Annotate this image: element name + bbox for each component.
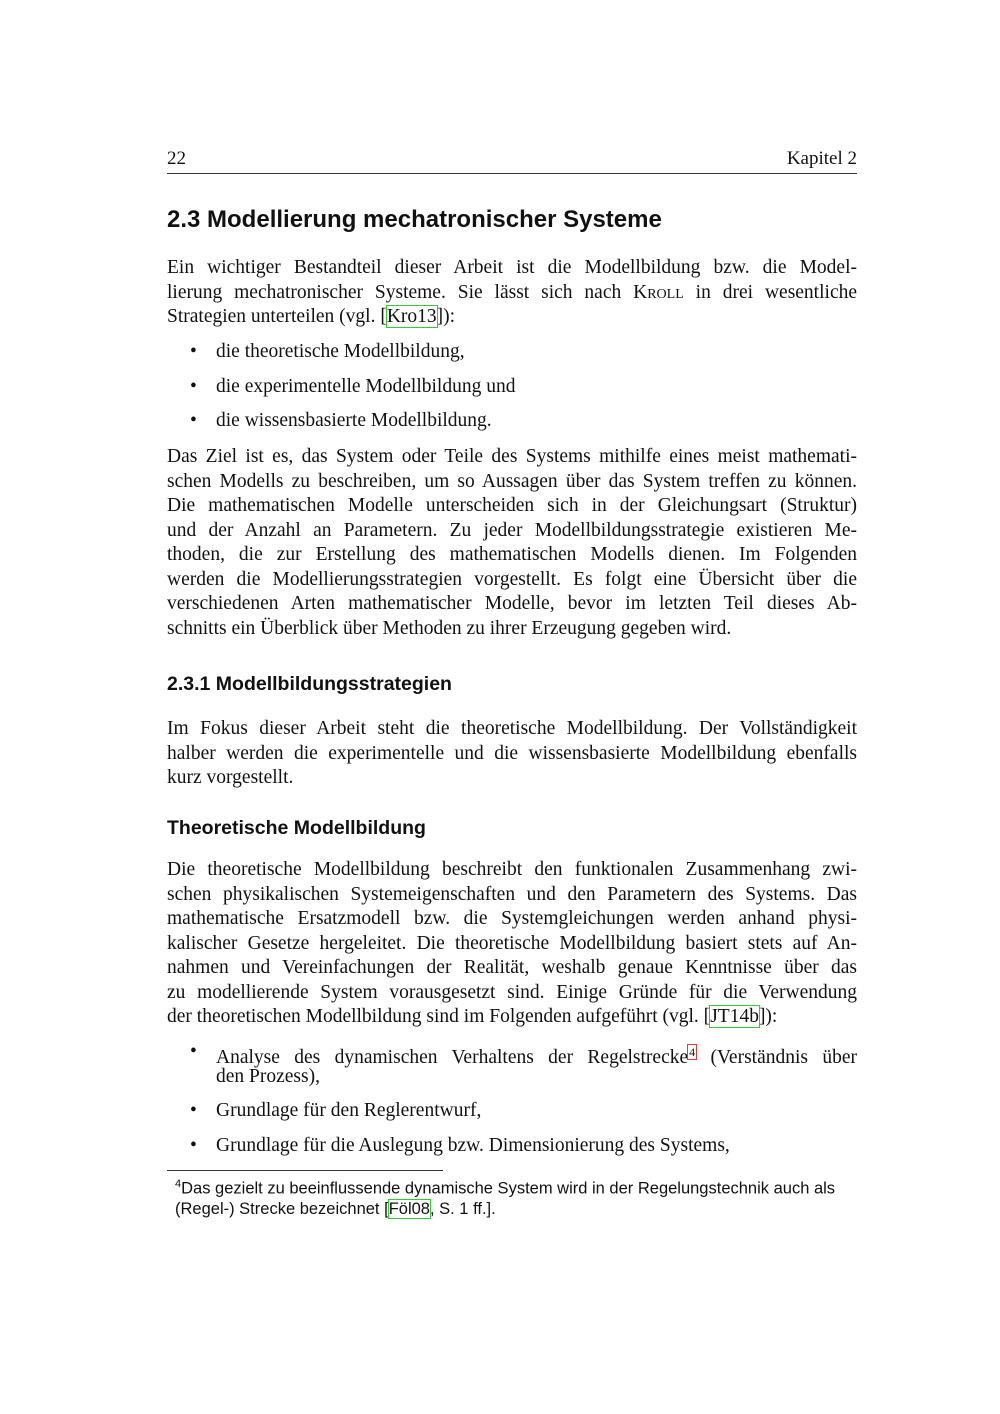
text: ]):	[758, 1006, 778, 1027]
text: kurz vorgestellt.	[167, 767, 294, 788]
strategy-list	[190, 340, 857, 434]
citation-link[interactable]: Föl08	[388, 1199, 430, 1218]
chapter-label: Kapitel 2	[786, 148, 857, 169]
text-line	[167, 305, 857, 330]
text-line	[216, 1040, 857, 1068]
text: halber werden die experimentelle und die wissensbasierte Modellbildung ebenfalls	[167, 742, 857, 764]
text-line	[167, 568, 857, 593]
text: nahmen und Vereinfachungen der Realität, weshalb genaue Kenntnisse über das	[167, 957, 857, 978]
text-line	[216, 1134, 857, 1159]
list-item: • die wissensbasierte Modellbildung.	[190, 409, 857, 434]
text: werden die Modellierungsstrategien vorgestellt. Es folgt eine Übersicht über die	[167, 568, 857, 590]
footnote-text: , S. 1 ff.].	[429, 1199, 496, 1218]
text: Analyse des dynamischen Verhaltens der Regelstrecke	[216, 1047, 689, 1068]
text-line	[216, 1099, 857, 1124]
text-line	[167, 717, 857, 742]
text: schen physikalischen Systemeigenschaften und den Parametern des Systems. Das	[167, 883, 857, 905]
text-line	[167, 956, 857, 981]
focus-paragraph	[167, 717, 857, 791]
text: der theoretischen Modellbildung sind im Folgenden aufgeführt (vgl. [	[167, 1006, 711, 1027]
list-item	[190, 1040, 857, 1089]
intro-paragraph	[167, 256, 857, 330]
footnote	[175, 1174, 857, 1219]
text: zu modellierende System vorausgesetzt sind. Einige Gründe für die Verwendung	[167, 981, 857, 1003]
text: Das Ziel ist es, das System oder Teile des Systems mithilfe eines meist mathemati-	[167, 446, 857, 467]
text-line	[167, 592, 857, 617]
footnote-reference[interactable]: 4	[689, 1045, 696, 1059]
text-line	[167, 281, 857, 306]
text-line	[167, 543, 857, 568]
citation-link[interactable]: JT14b	[710, 1006, 759, 1027]
section-heading: 2.3 Modellierung mechatronischer Systeme	[167, 206, 662, 233]
text-line	[167, 981, 857, 1006]
citation-link[interactable]: Kro13	[386, 306, 437, 327]
text: Strategien unterteilen (vgl. [	[167, 306, 387, 327]
reasons-list	[190, 1040, 857, 1168]
text: schen Modells zu beschreiben, um so Aussagen über das System treffen zu können.	[167, 470, 857, 492]
theory-paragraph	[167, 858, 857, 1030]
list-item: • die experimentelle Modellbildung und	[190, 375, 857, 410]
subsubsection-heading: Theoretische Modellbildung	[167, 817, 426, 839]
list-item: • die theoretische Modellbildung,	[190, 340, 857, 375]
text: Im Fokus dieser Arbeit steht die theoretische Modellbildung. Der Vollständigkeit	[167, 718, 857, 739]
text: verschiedenen Arten mathematischer Modelle, bevor im letzten Teil dieses Ab-	[167, 593, 857, 614]
text-line	[167, 932, 857, 957]
text: Die mathematischen Modelle unterscheiden sich in der Gleichungsart (Struktur)	[167, 495, 857, 516]
text-line	[167, 1005, 857, 1030]
text-line	[167, 766, 857, 791]
text-line	[167, 256, 857, 281]
text-line	[216, 1065, 857, 1090]
text: schnitts ein Überblick über Methoden zu ihrer Erzeugung gegeben wird.	[167, 617, 732, 639]
text: Die theoretische Modellbildung beschreibt den funktionalen Zusammenhang zwi-	[167, 859, 857, 880]
text-line	[167, 742, 857, 767]
page-header	[167, 148, 857, 174]
text: ]):	[436, 306, 456, 327]
goal-paragraph	[167, 445, 857, 641]
author-name: Kroll	[633, 281, 684, 303]
text: lierung mechatronischer Systeme. Sie lässt sich nach	[167, 281, 634, 303]
text: thoden, die zur Erstellung des mathematischen Modells dienen. Im Folgenden	[167, 544, 857, 565]
text: und der Anzahl an Parametern. Zu jeder Modellbildungsstrategie existieren Me-	[167, 519, 857, 541]
list-item	[190, 1134, 857, 1159]
text: kalischer Gesetze hergeleitet. Die theoretische Modellbildung basiert stets auf An-	[167, 932, 857, 954]
list-item	[190, 1099, 857, 1124]
text: Grundlage für den Reglerentwurf,	[216, 1100, 482, 1121]
footnote-text: Das gezielt zu beeinflussende dynamische System wird in der Regelungstechnik auch als (Regel-) Strecke bezeichnet [	[175, 1179, 836, 1218]
text: (Verständnis über	[696, 1047, 857, 1068]
text: Grundlage für die Auslegung bzw. Dimensionierung des Systems,	[216, 1134, 730, 1156]
text: mathematische Ersatzmodell bzw. die Systemgleichungen werden anhand physi-	[167, 908, 857, 929]
footnote-rule	[167, 1170, 443, 1171]
text-line	[167, 617, 857, 642]
text: Ein wichtiger Bestandteil dieser Arbeit ist die Modellbildung bzw. die Model-	[167, 257, 857, 278]
text-line	[167, 907, 857, 932]
text-line	[167, 519, 857, 544]
footnote-marker: 4	[175, 1178, 182, 1190]
text-line	[167, 858, 857, 883]
text: in drei wesentliche	[683, 281, 858, 303]
page-number: 22	[167, 148, 186, 169]
text-line	[167, 470, 857, 495]
text-line	[167, 445, 857, 470]
text: den Prozess),	[216, 1065, 320, 1087]
text-line	[167, 883, 857, 908]
text-line	[167, 494, 857, 519]
subsection-heading: 2.3.1 Modellbildungsstrategien	[167, 673, 452, 695]
